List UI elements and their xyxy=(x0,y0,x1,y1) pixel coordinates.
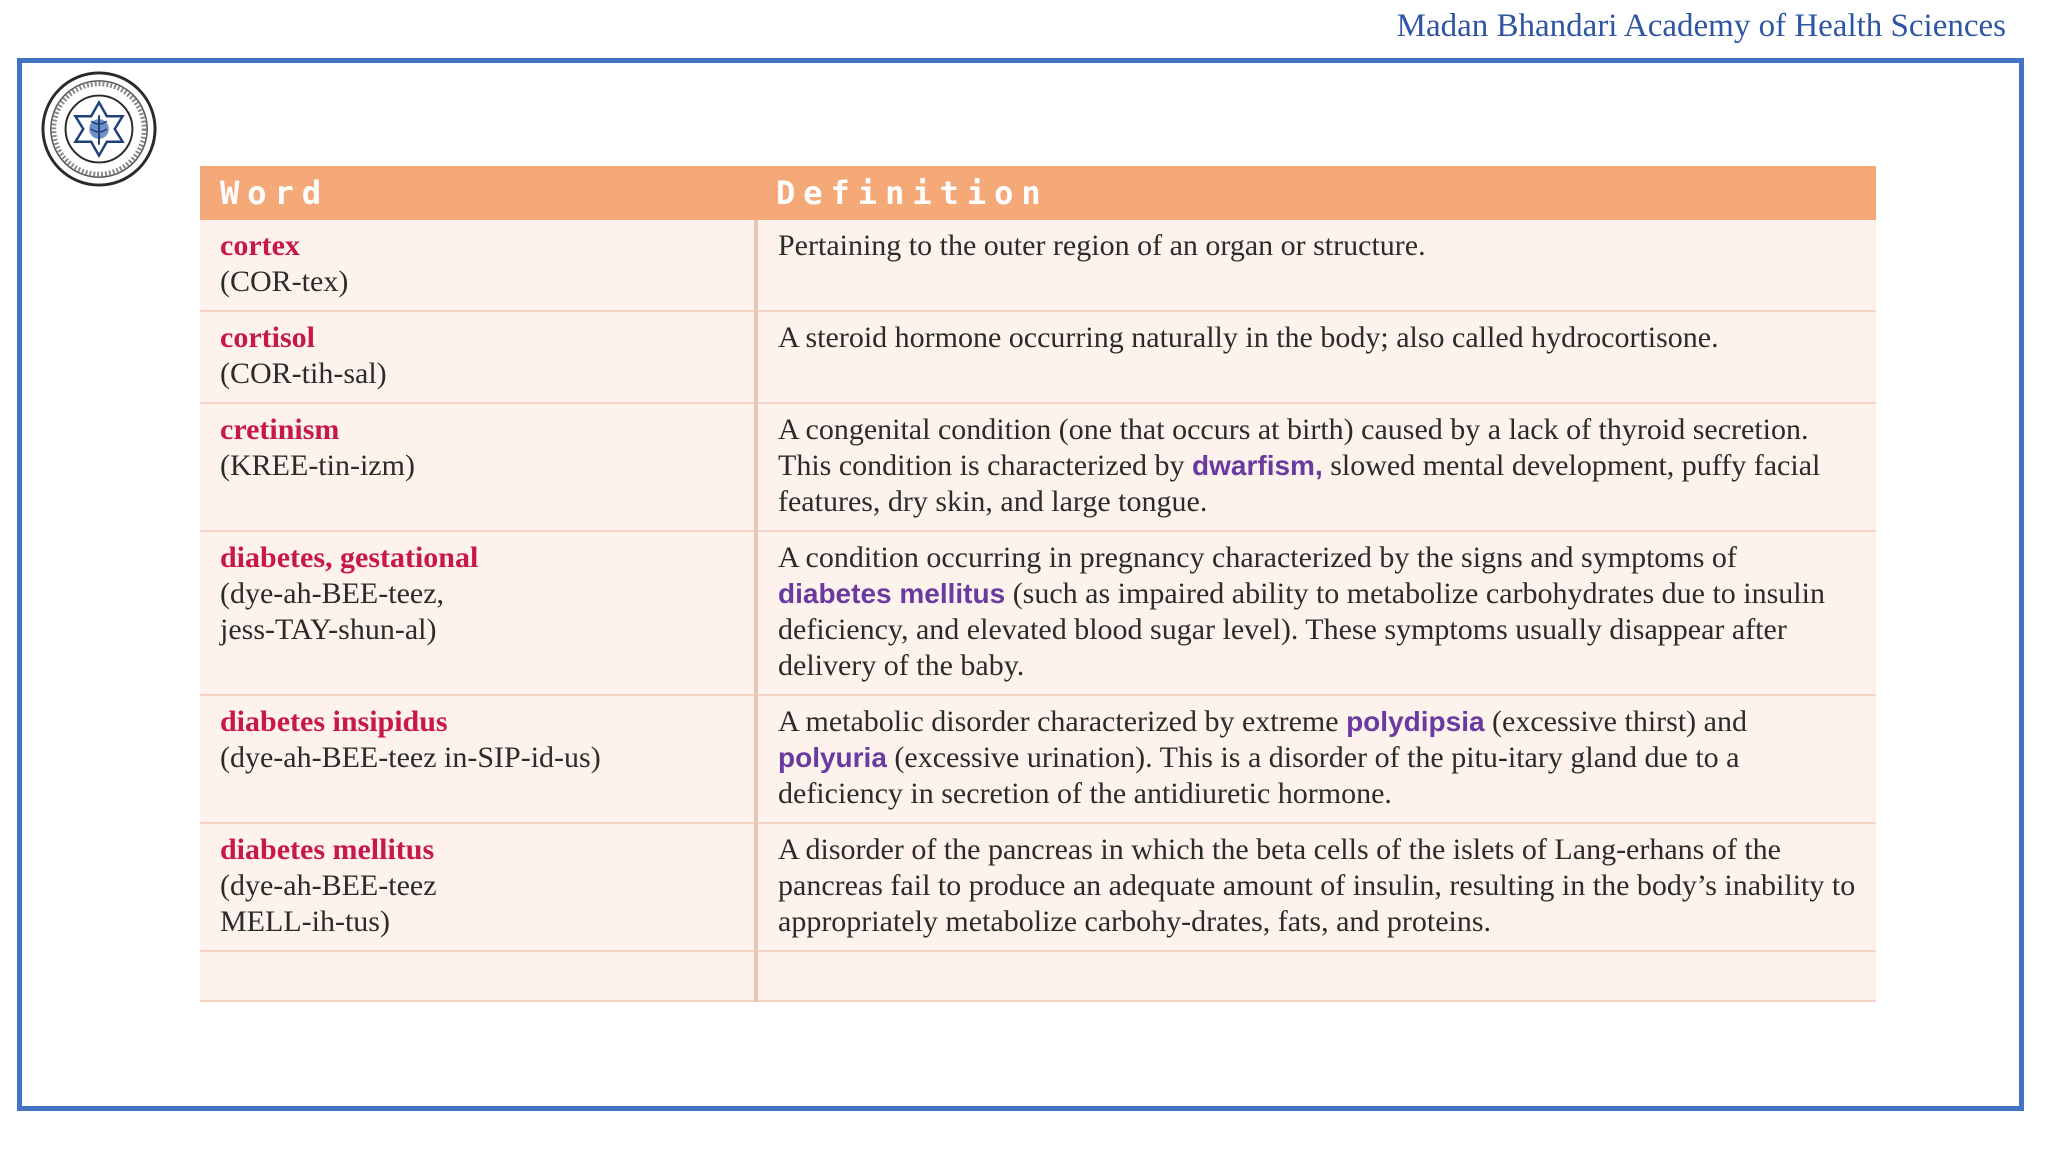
definition-text: A congenital condition (one that occurs at birth) caused by a lack of thyroid secretion. This condition is characterized by xyxy=(778,413,1809,482)
term: cortisol xyxy=(220,321,315,354)
definition-cell xyxy=(756,311,1876,403)
table-row xyxy=(200,403,1876,531)
word-cell xyxy=(200,311,756,403)
definition-cell xyxy=(756,695,1876,823)
definition-cell xyxy=(756,403,1876,531)
definition-text: (such as impaired ability to metabolize carbohydrates due to insulin deficiency, and elevated blood sugar level). These symptoms usually disappear after delivery of the baby. xyxy=(778,577,1825,682)
empty-cell xyxy=(756,951,1876,1001)
term: diabetes mellitus xyxy=(220,833,435,866)
pronunciation: (KREE-tin-izm) xyxy=(220,449,415,482)
table-header-row xyxy=(200,166,1876,220)
pronunciation: (dye-ah-BEE-teez MELL-ih-tus) xyxy=(220,869,437,938)
definition-text: Pertaining to the outer region of an organ or structure. xyxy=(778,229,1426,262)
cross-reference-term: polyuria xyxy=(778,742,887,773)
definition-text: A condition occurring in pregnancy characterized by the signs and symptoms of xyxy=(778,541,1737,574)
term: diabetes, gestational xyxy=(220,541,479,574)
word-cell xyxy=(200,695,756,823)
definition-text: (excessive thirst) and xyxy=(1484,705,1747,738)
pronunciation: (COR-tex) xyxy=(220,265,349,298)
word-cell xyxy=(200,403,756,531)
cross-reference-term: polydipsia xyxy=(1346,706,1485,737)
term: cortex xyxy=(220,229,300,262)
table-end-row xyxy=(200,951,1876,1001)
definition-cell xyxy=(756,823,1876,951)
pronunciation: (dye-ah-BEE-teez, jess-TAY-shun-al) xyxy=(220,577,445,646)
table-row xyxy=(200,695,1876,823)
terminology-table xyxy=(200,166,1876,1002)
definition-cell xyxy=(756,220,1876,311)
definition-text: slowed mental development, puffy facial features, dry skin, and large tongue. xyxy=(778,449,1821,518)
table-row xyxy=(200,220,1876,311)
pronunciation: (COR-tih-sal) xyxy=(220,357,387,390)
definition-column-header: Definition xyxy=(756,166,1876,220)
definition-text: A metabolic disorder characterized by extreme xyxy=(778,705,1347,738)
academy-seal-logo xyxy=(40,70,158,188)
term: diabetes insipidus xyxy=(220,705,448,738)
word-cell xyxy=(200,531,756,695)
definition-text: A steroid hormone occurring naturally in the body; also called hydrocortisone. xyxy=(778,321,1719,354)
pronunciation: (dye-ah-BEE-teez in-SIP-id-us) xyxy=(220,741,601,774)
term: cretinism xyxy=(220,413,340,446)
table-row xyxy=(200,531,1876,695)
definition-text: (excessive urination). This is a disorder of the pitu-itary gland due to a deficiency in secretion of the antidiuretic hormone. xyxy=(778,741,1740,810)
word-column-header: Word xyxy=(200,166,756,220)
table-body xyxy=(200,220,1876,1001)
cross-reference-term: diabetes mellitus xyxy=(778,578,1006,609)
definition-text: A disorder of the pancreas in which the beta cells of the islets of Lang-erhans of the pancreas fail to produce an adequate amount of insulin, resulting in the body’s inability to appropriately metabolize carbohy-drates, fats, and proteins. xyxy=(778,833,1856,938)
table-row xyxy=(200,311,1876,403)
word-cell xyxy=(200,220,756,311)
word-cell xyxy=(200,823,756,951)
empty-cell xyxy=(200,951,756,1001)
table-row xyxy=(200,823,1876,951)
definition-cell xyxy=(756,531,1876,695)
institution-name: Madan Bhandari Academy of Health Sciences xyxy=(1396,8,2006,44)
cross-reference-term: dwarfism, xyxy=(1192,450,1323,481)
